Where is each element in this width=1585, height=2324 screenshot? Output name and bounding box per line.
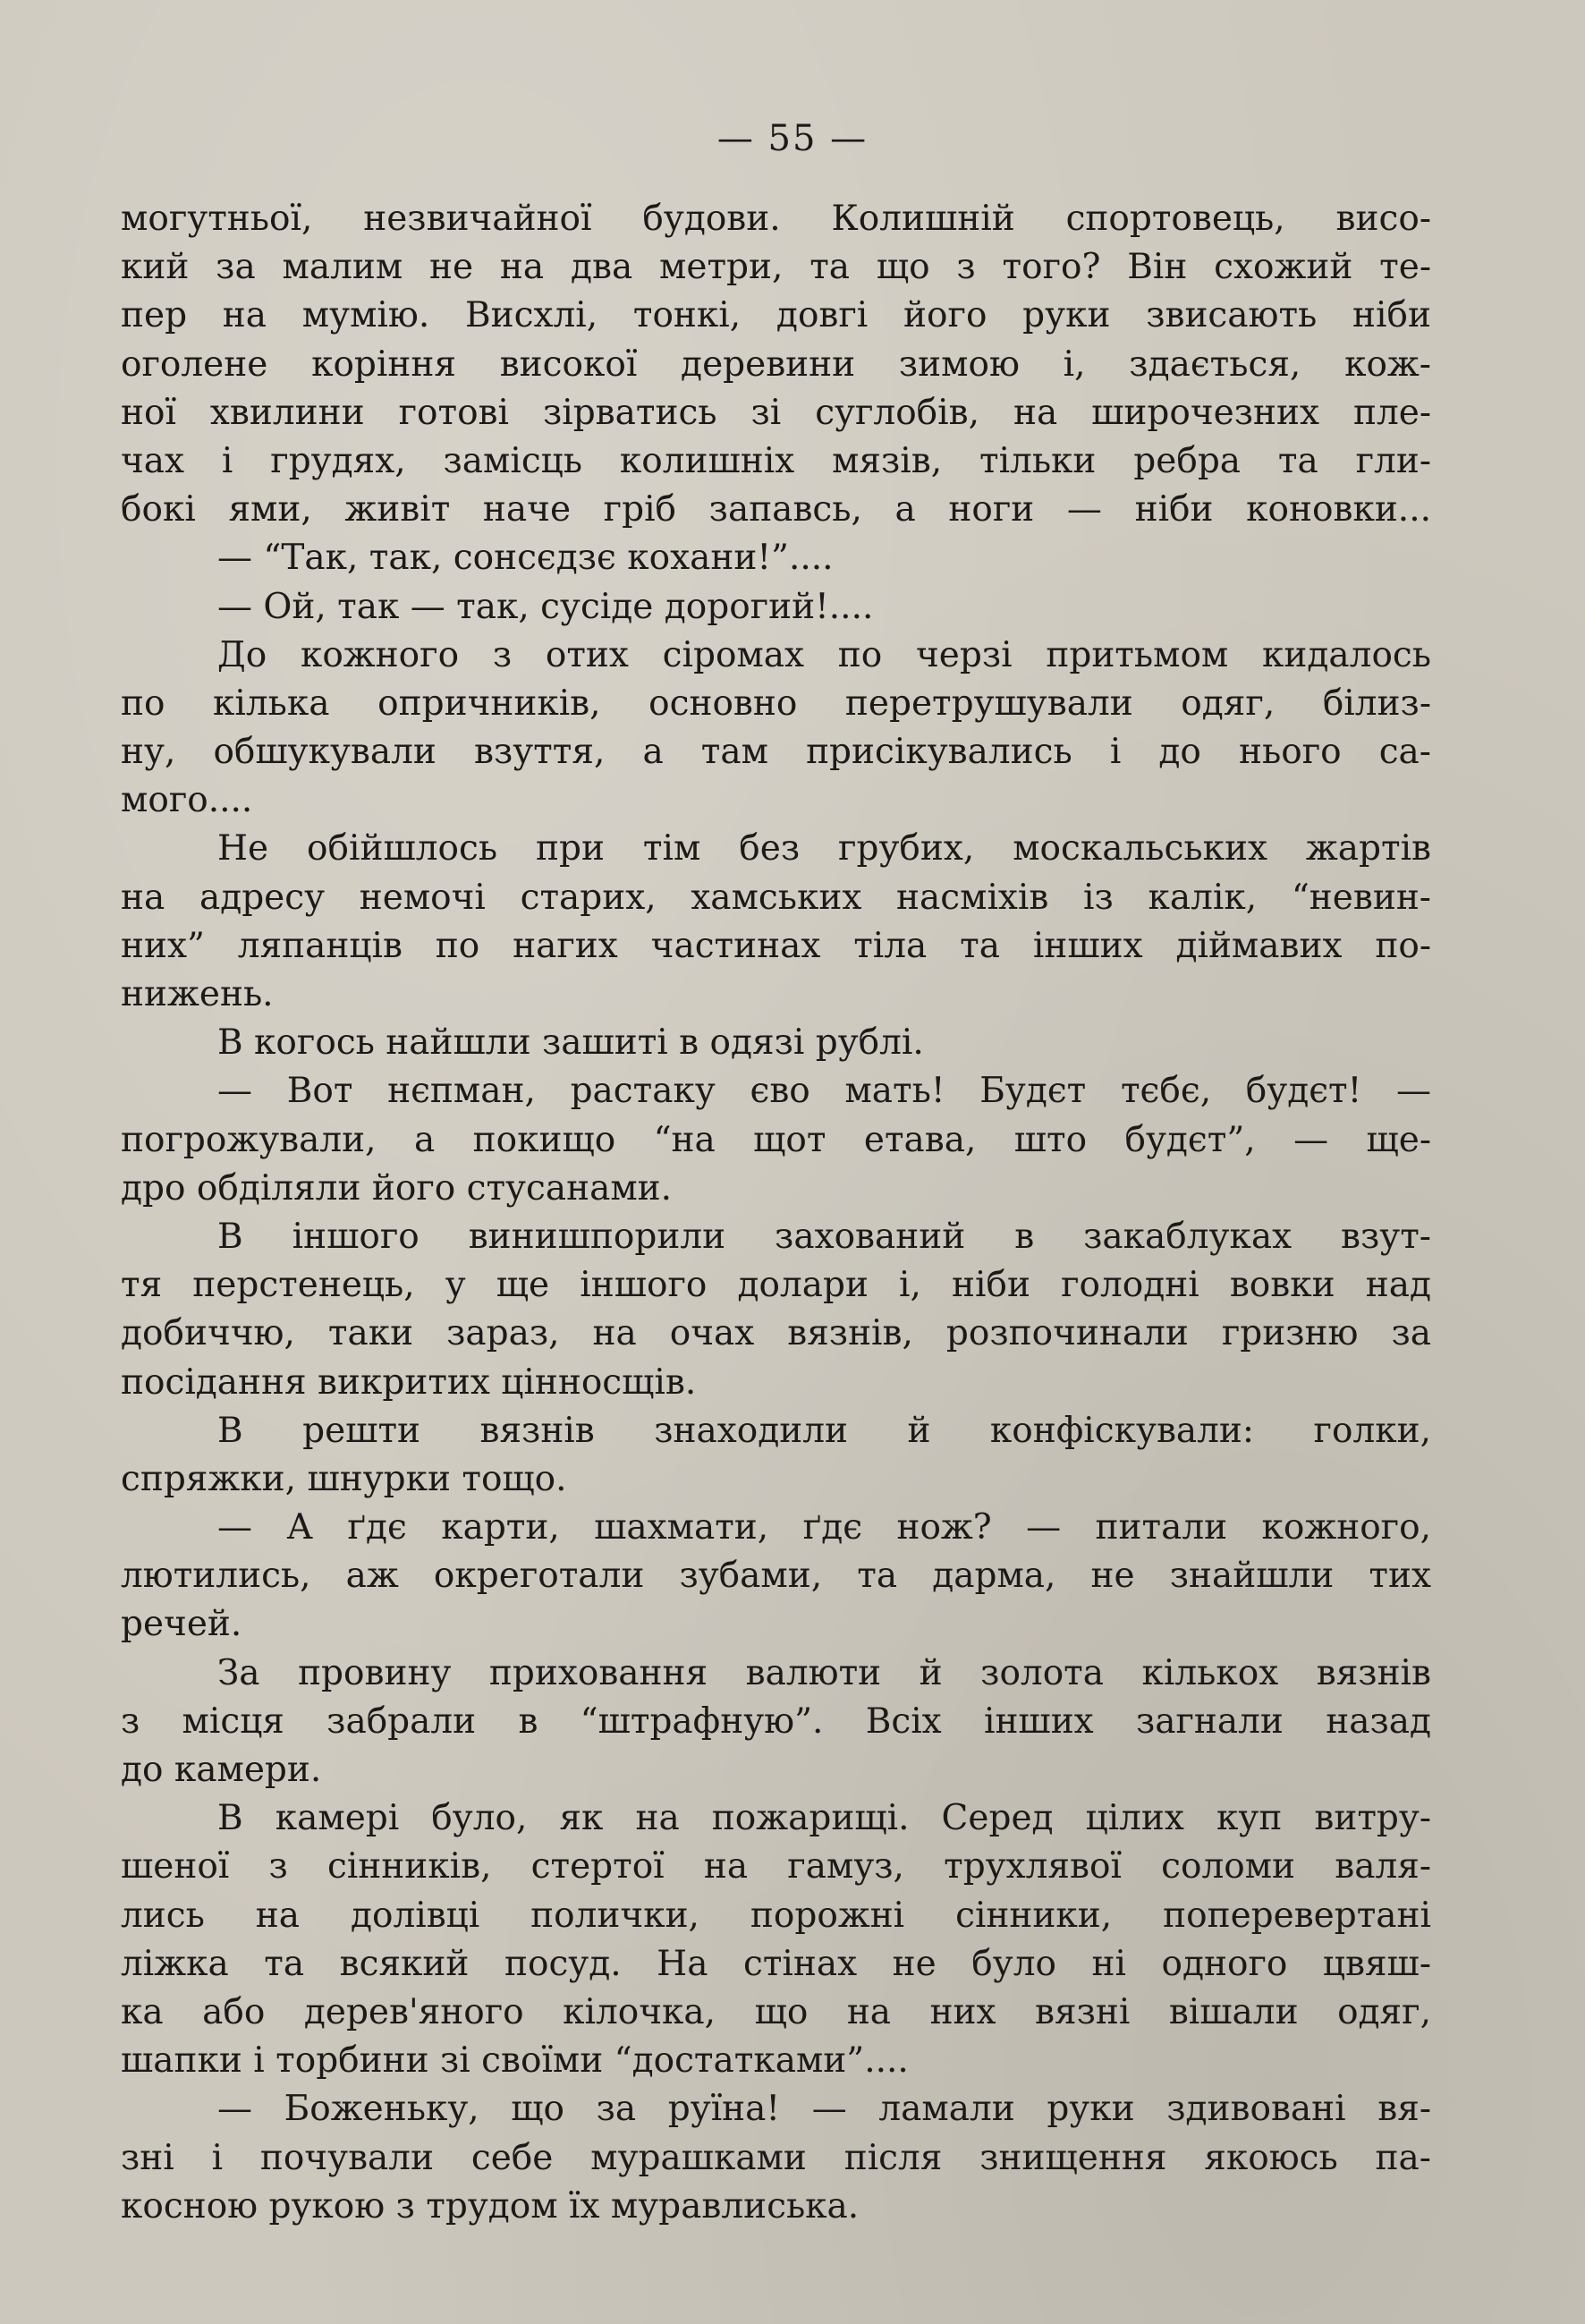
text-line: спряжки, шнурки тощо.: [121, 1458, 567, 1499]
text-line: могутньої, незвичайної будови. Колишній спортовець, висо-: [121, 199, 1431, 239]
text-line: В решти вязнів знаходили й конфіскували: голки,: [217, 1410, 1431, 1451]
text-line: пер на мумію. Висхлі, тонкі, довгі його руки звисають ніби: [121, 295, 1431, 336]
text-line: За провину приховання валюти й золота кількох вязнів: [217, 1652, 1431, 1693]
text-line: них” ляпанців по нагих частинах тіла та інших діймавих по-: [121, 925, 1431, 966]
page-number: — 55 —: [716, 118, 869, 159]
text-line: — “Так, так, сонсєдзє кохани!”....: [217, 538, 834, 579]
text-line: шеної з сінників, стертої на гамуз, трухлявої соломи валя-: [121, 1846, 1431, 1887]
text-line: ка або дерев'яного кілочка, що на них вязні вішали одяг,: [121, 1991, 1431, 2032]
text-line: — А ґдє карти, шахмати, ґдє нож? — питали кожного,: [217, 1507, 1431, 1548]
text-line: — Вот нєпман, растаку єво мать! Будєт тєбє, будєт! —: [217, 1071, 1431, 1112]
text-line: кий за малим не на два метри, та що з того? Він схожий те-: [121, 247, 1431, 288]
text-line: нижень.: [121, 974, 274, 1014]
text-line: В когось найшли зашиті в одязі рублі.: [217, 1022, 924, 1064]
text-line: з місця забрали в “штрафную”. Всіх інших загнали назад: [121, 1701, 1431, 1742]
text-line: шапки і торбини зі своїми “достатками”....: [121, 2040, 909, 2082]
text-line: посідання викритих цінносщів.: [121, 1361, 697, 1403]
text-line: добиччю, таки зараз, на очах вязнів, розпочинали гризню за: [121, 1313, 1431, 1354]
text-line: погрожували, а покищо “на щот етава, што будєт”, — ще-: [121, 1119, 1431, 1160]
text-line: — Ой, так — так, сусіде дорогий!....: [217, 586, 874, 627]
text-line: — Боженьку, що за руїна! — ламали руки здивовані вя-: [217, 2089, 1431, 2130]
text-line: чах і грудях, замісць колишніх мязів, тільки ребра та гли-: [121, 440, 1431, 481]
text-line: дро обділяли його стусанами.: [121, 1167, 673, 1209]
text-line: зні і почували себе мурашками після знищення якоюсь па-: [121, 2137, 1431, 2178]
text-line: До кожного з отих сіромах по черзі притьмом кидалось: [217, 634, 1431, 675]
text-line: бокі ями, живіт наче гріб запавсь, а ноги — ніби коновки...: [121, 489, 1431, 530]
text-body: [121, 195, 1431, 2231]
text-line: мого....: [121, 780, 253, 821]
text-line: по кілька опричників, основно перетрушували одяг, білиз-: [121, 683, 1431, 724]
text-line: на адресу немочі старих, хамських насміхів із калік, “невин-: [121, 877, 1431, 918]
text-line: Не обійшлось при тім без грубих, москальських жартів: [217, 828, 1431, 869]
text-line: В іншого винишпорили захований в закаблуках взут-: [217, 1216, 1431, 1257]
text-line: косною рукою з трудом їх муравлиська.: [121, 2185, 860, 2226]
text-line: речей.: [121, 1604, 242, 1645]
text-line: лютились, аж окреготали зубами, та дарма, не знайшли тих: [121, 1556, 1431, 1597]
text-line: ліжка та всякий посуд. На стінах не було ні одного цвяш-: [121, 1943, 1431, 1984]
text-line: тя перстенець, у ще іншого долари і, ніби голодні вовки над: [121, 1265, 1431, 1306]
text-line: ної хвилини готові зірватись зі суглобів, на широчезних пле-: [121, 392, 1431, 433]
text-line: до камери.: [121, 1750, 322, 1790]
text-line: В камері було, як на пожарищі. Серед цілих куп витру-: [217, 1798, 1431, 1839]
text-line: лись на долівці полички, порожні сінники, поперевертані: [121, 1895, 1431, 1936]
text-line: ну, обшукували взуття, а там присікувались і до нього са-: [121, 732, 1431, 773]
text-line: оголене коріння високої деревини зимою і, здається, кож-: [121, 344, 1431, 385]
